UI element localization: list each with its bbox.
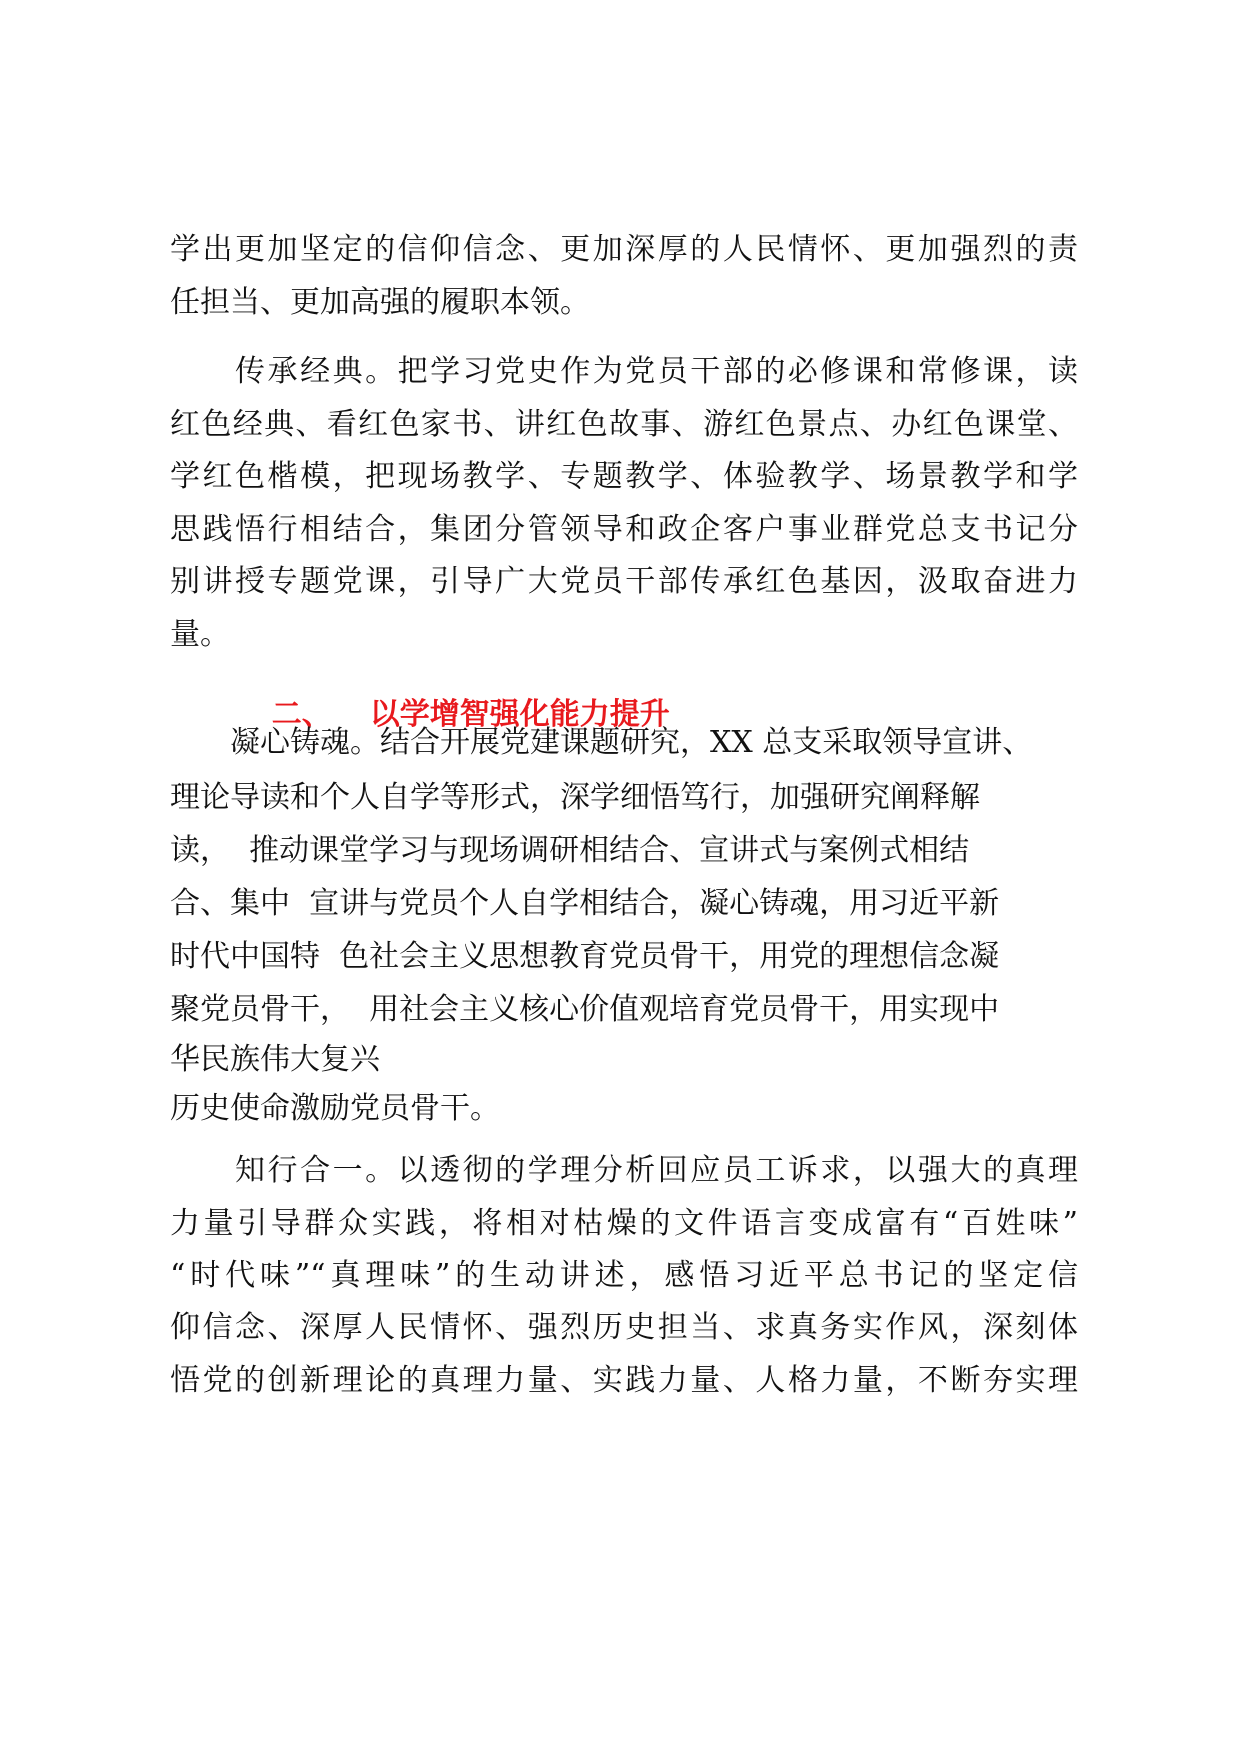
paragraph-line: 红色经典、看红色家书、讲红色故事、游红色景点、办红色课堂、 <box>170 407 1078 442</box>
paragraph-line: 别讲授专题党课，引导广大党员干部传承红色基因，汲取奋进力 <box>170 564 1078 599</box>
section-title: 以学增智强化能力提升 <box>369 697 670 732</box>
paragraph-line: 力量引导群众实践，将相对枯燥的文件语言变成富有“百姓味” <box>170 1206 1078 1241</box>
paragraph-line: 历史使命激励党员骨干。 <box>170 1091 500 1126</box>
paragraph-line: 合、集中 宣讲与党员个人自学相结合，凝心铸魂，用习近平新 <box>170 886 1000 921</box>
paragraph-line: 仰信念、深厚人民情怀、强烈历史担当、求真务实作风，深刻体 <box>170 1310 1078 1345</box>
paragraph-line: 学红色楷模，把现场教学、专题教学、体验教学、场景教学和学 <box>170 459 1078 494</box>
paragraph-line: 理论导读和个人自学等形式，深学细悟笃行，加强研究阐释解 <box>170 780 980 815</box>
paragraph-line: 思践悟行相结合，集团分管领导和政企客户事业群党总支书记分 <box>170 512 1078 547</box>
paragraph-line: 聚党员骨干， 用社会主义核心价值观培育党员骨干，用实现中 <box>170 992 1000 1027</box>
section-number: 二、 <box>271 697 332 732</box>
paragraph-line: “时代味”“真理味”的生动讲述，感悟习近平总书记的坚定信 <box>170 1258 1078 1293</box>
paragraph-line: 读， 推动课堂学习与现场调研相结合、宣讲式与案例式相结 <box>170 833 970 868</box>
paragraph-line: 华民族伟大复兴 <box>170 1042 380 1077</box>
paragraph-line: 悟党的创新理论的真理力量、实践力量、人格力量，不断夯实理 <box>170 1363 1078 1398</box>
paragraph-line: 量。 <box>170 617 230 652</box>
paragraph-line: 凝心铸魂。结合开展党建课题研究，XX 总支采取领导宣讲、 <box>170 725 1033 760</box>
paragraph-line: 时代中国特 色社会主义思想教育党员骨干，用党的理想信念凝 <box>170 939 1000 974</box>
paragraph-line: 传承经典。把学习党史作为党员干部的必修课和常修课，读 <box>170 354 1078 389</box>
paragraph-line: 学出更加坚定的信仰信念、更加深厚的人民情怀、更加强烈的责 <box>170 232 1078 267</box>
paragraph-line: 任担当、更加高强的履职本领。 <box>170 285 590 320</box>
paragraph-line: 知行合一。以透彻的学理分析回应员工诉求，以强大的真理 <box>170 1153 1078 1188</box>
